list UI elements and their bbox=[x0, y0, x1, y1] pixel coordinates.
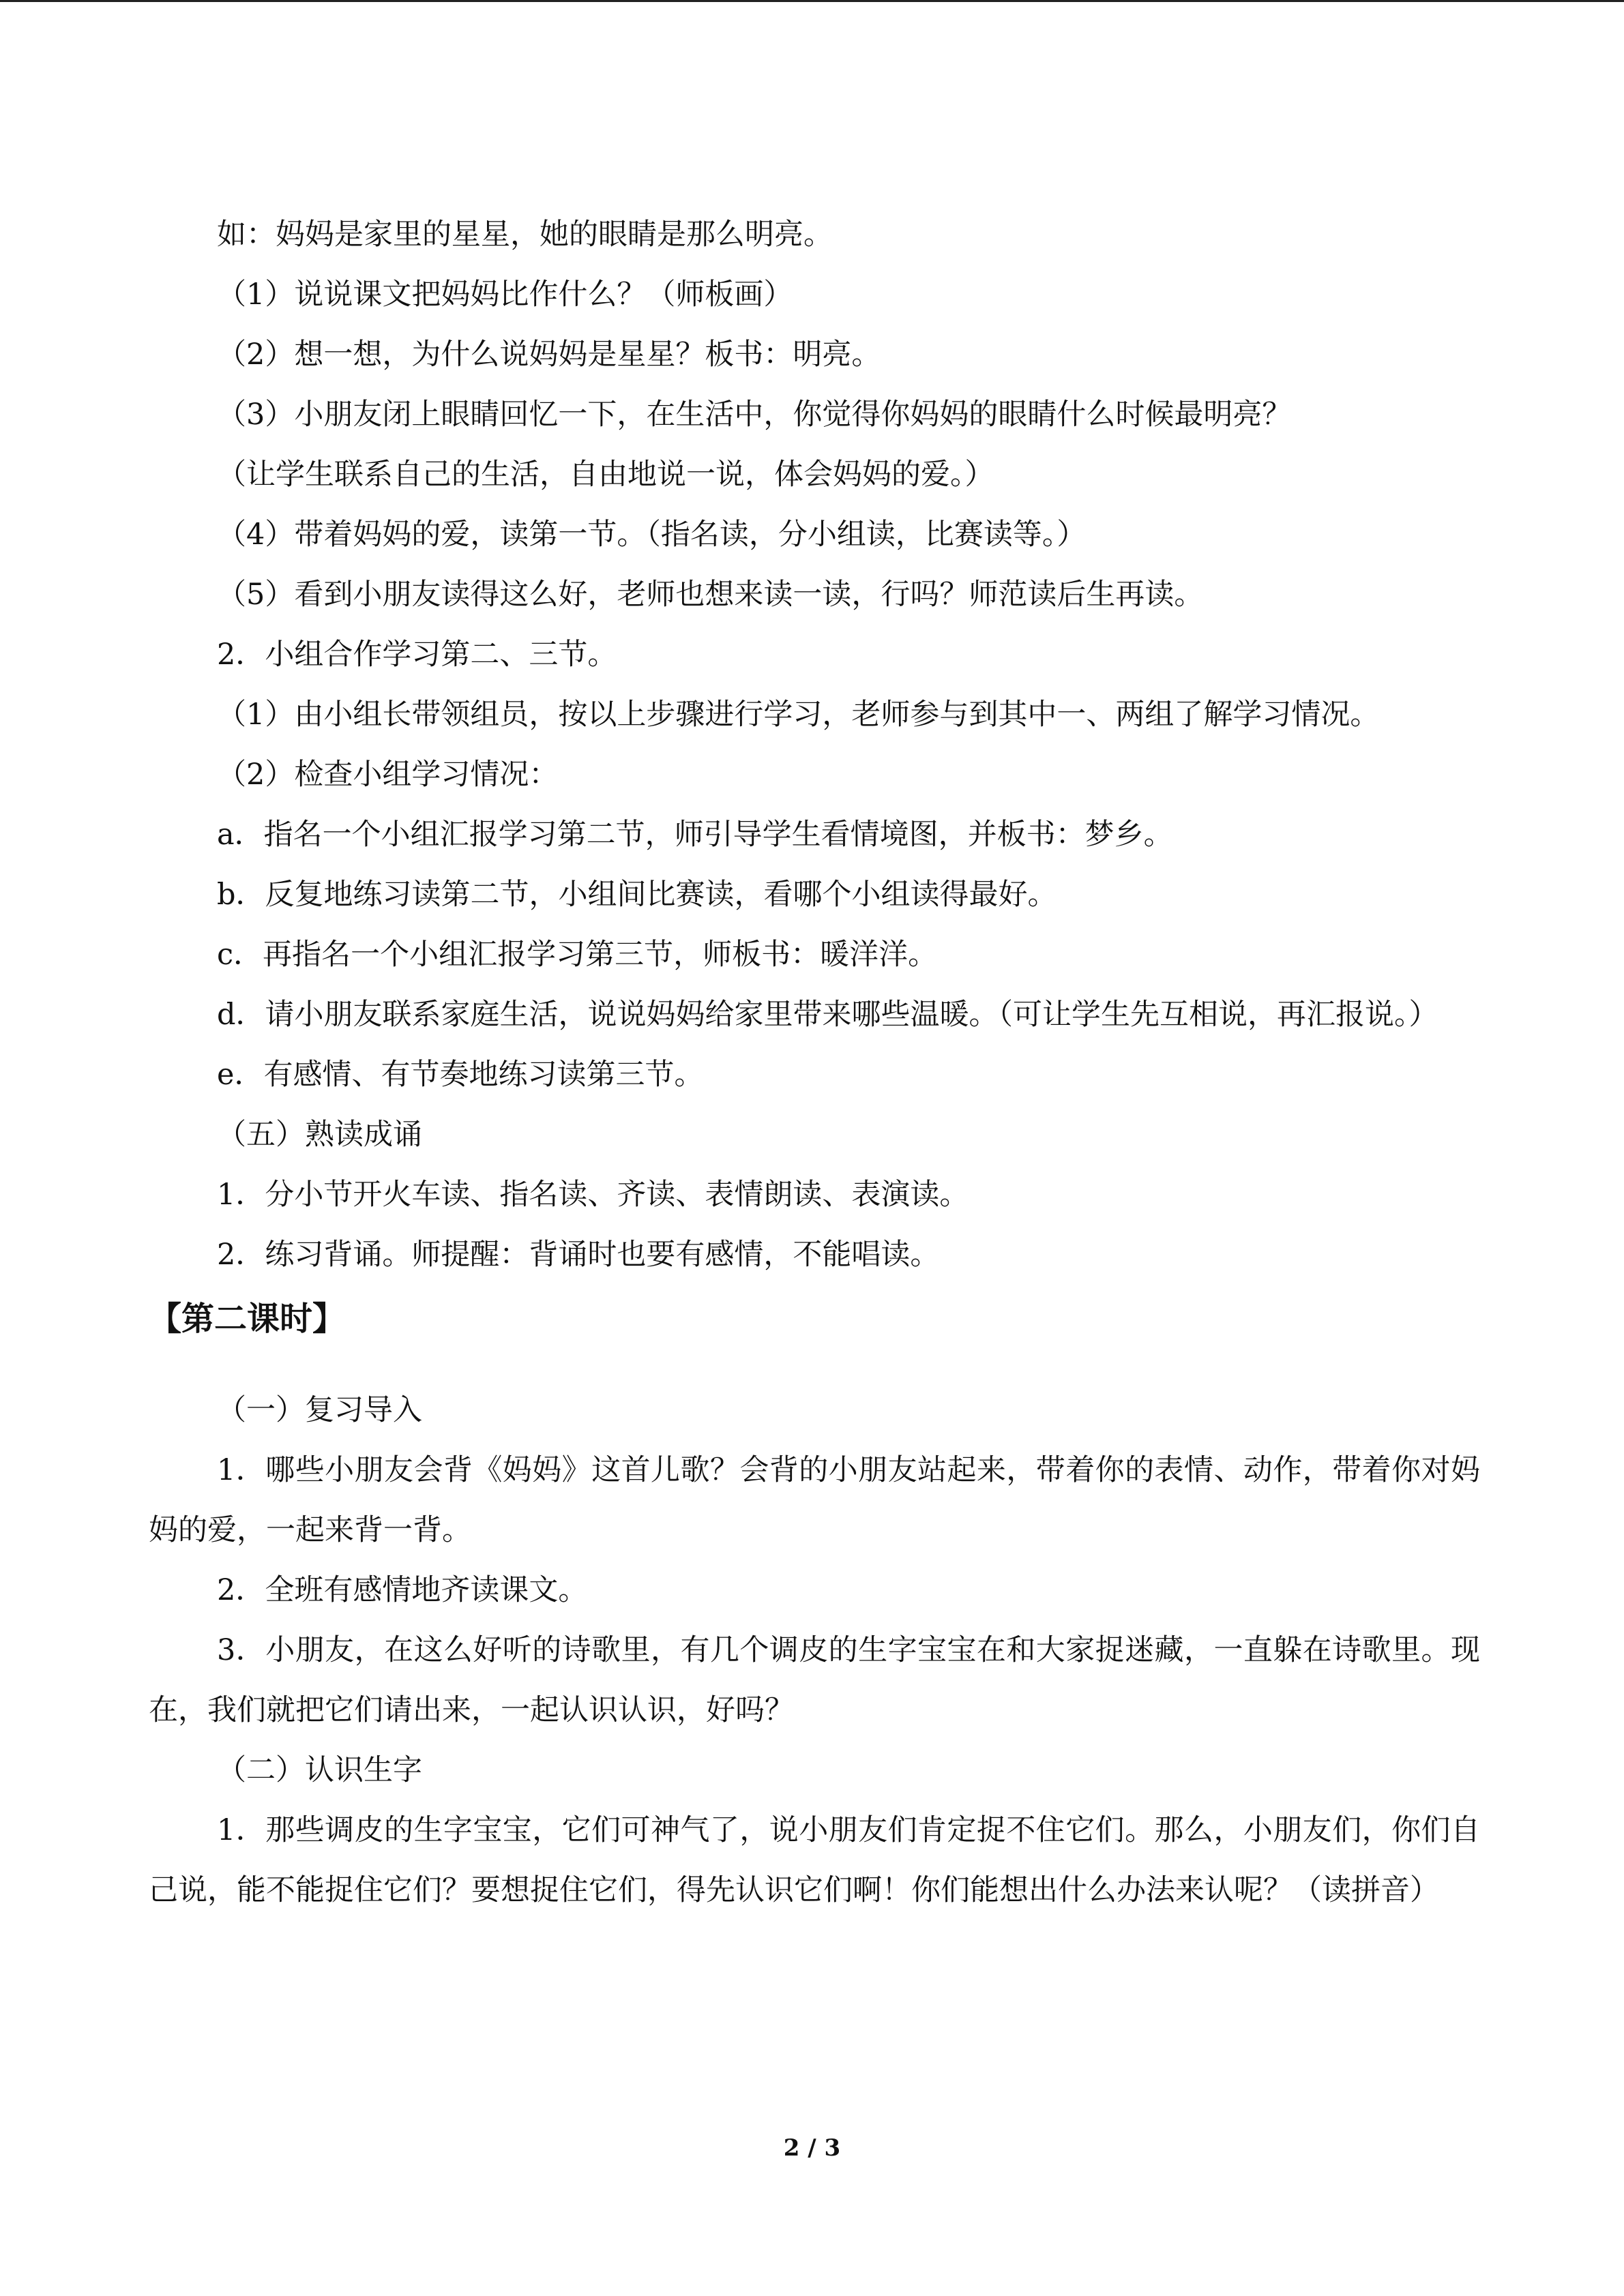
paragraph: 3．小朋友，在这么好听的诗歌里，有几个调皮的生字宝宝在和大家捉迷藏，一直躲在诗歌里。现在，我们就把它们请出来，一起认识认识，好吗？ bbox=[149, 1633, 1480, 1727]
top-border-line bbox=[0, 0, 1624, 2]
section-heading: 【第二课时】 bbox=[149, 1300, 346, 1338]
subsection-title: （二）认识生字 bbox=[217, 1753, 422, 1787]
paragraph: （2）检查小组学习情况： bbox=[217, 758, 559, 792]
paragraph: （5）看到小朋友读得这么好，老师也想来读一读，行吗？师范读后生再读。 bbox=[217, 578, 1204, 612]
paragraph: （4）带着妈妈的爱，读第一节。（指名读，分小组读，比赛读等。） bbox=[217, 518, 1087, 552]
paragraph: a．指名一个小组汇报学习第二节，师引导学生看情境图，并板书：梦乡。 bbox=[217, 818, 1173, 852]
paragraph: 1．哪些小朋友会背《妈妈》这首儿歌？会背的小朋友站起来，带着你的表情、动作，带着你对妈妈的爱，一起来背一背。 bbox=[149, 1453, 1480, 1547]
subsection-title: （一）复习导入 bbox=[217, 1393, 422, 1427]
subsection-title: （五）熟读成诵 bbox=[217, 1118, 422, 1152]
paragraph: d．请小朋友联系家庭生活，说说妈妈给家里带来哪些温暖。（可让学生先互相说，再汇报说。） bbox=[217, 998, 1438, 1032]
paragraph: （让学生联系自己的生活，自由地说一说，体会妈妈的爱。） bbox=[217, 458, 994, 492]
paragraph: （1）说说课文把妈妈比作什么？（师板画） bbox=[217, 278, 793, 312]
paragraph: 2．练习背诵。师提醒：背诵时也要有感情，不能唱读。 bbox=[217, 1238, 940, 1272]
paragraph: 1．那些调皮的生字宝宝，它们可神气了，说小朋友们肯定捉不住它们。那么，小朋友们，你们自己说，能不能捉住它们？要想捉住它们，得先认识它们啊！你们能想出什么办法来认呢？（读拼音） bbox=[149, 1813, 1480, 1907]
paragraph: 2．小组合作学习第二、三节。 bbox=[217, 638, 617, 672]
paragraph: （2）想一想，为什么说妈妈是星星？板书：明亮。 bbox=[217, 338, 881, 372]
paragraph: b．反复地练习读第二节，小组间比赛读，看哪个小组读得最好。 bbox=[217, 878, 1057, 912]
paragraph: 1．分小节开火车读、指名读、齐读、表情朗读、表演读。 bbox=[217, 1178, 969, 1212]
paragraph: 2．全班有感情地齐读课文。 bbox=[217, 1573, 588, 1607]
paragraph: （3）小朋友闭上眼睛回忆一下，在生活中，你觉得你妈妈的眼睛什么时候最明亮？ bbox=[217, 398, 1292, 432]
paragraph: 如：妈妈是家里的星星，她的眼睛是那么明亮。 bbox=[217, 218, 833, 252]
paragraph: e．有感情、有节奏地练习读第三节。 bbox=[217, 1058, 704, 1092]
paragraph: （1）由小组长带领组员，按以上步骤进行学习，老师参与到其中一、两组了解学习情况。 bbox=[217, 698, 1380, 732]
page-number: 2 / 3 bbox=[783, 2134, 841, 2162]
document-body bbox=[149, 205, 1480, 1920]
paragraph: c．再指名一个小组汇报学习第三节，师板书：暖洋洋。 bbox=[217, 938, 938, 972]
